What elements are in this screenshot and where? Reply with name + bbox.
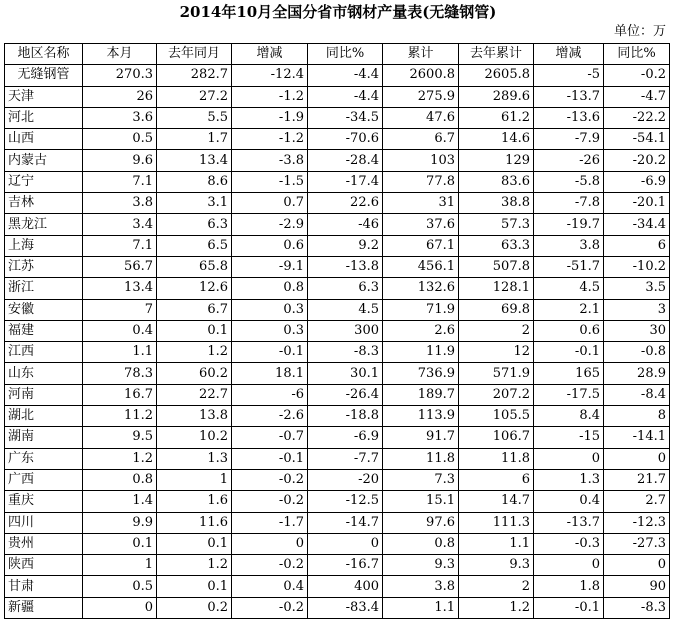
table-row (5, 406, 670, 427)
value-cell: 0 (534, 555, 604, 576)
value-cell: 1.4 (83, 491, 157, 512)
value-cell: 0.1 (83, 533, 157, 554)
table-body (5, 65, 670, 619)
region-name-cell: 四川 (5, 512, 83, 533)
value-cell: 0.4 (232, 576, 308, 597)
value-cell: -54.1 (604, 129, 670, 150)
unit-label: 单位：万 (613, 24, 666, 39)
value-cell: 9.3 (459, 555, 534, 576)
value-cell: 11.9 (383, 342, 459, 363)
value-cell: -1.2 (232, 86, 308, 107)
value-cell: 9.9 (83, 512, 157, 533)
region-name-cell: 黑龙江 (5, 214, 83, 235)
value-cell: 30.1 (308, 363, 383, 384)
value-cell: 14.7 (459, 491, 534, 512)
value-cell: 97.6 (383, 512, 459, 533)
value-cell: 1.2 (157, 342, 232, 363)
value-cell: 11.8 (459, 448, 534, 469)
value-cell: 6.3 (308, 278, 383, 299)
table-row (5, 129, 670, 150)
value-cell: 6 (459, 469, 534, 490)
value-cell: 6.7 (383, 129, 459, 150)
value-cell: -14.1 (604, 427, 670, 448)
column-header: 累计 (383, 44, 459, 65)
table-row (5, 427, 670, 448)
value-cell: -0.1 (232, 342, 308, 363)
value-cell: 22.6 (308, 193, 383, 214)
value-cell: 1.8 (534, 576, 604, 597)
value-cell: 165 (534, 363, 604, 384)
value-cell: 0.1 (157, 576, 232, 597)
value-cell: -6.9 (604, 171, 670, 192)
value-cell: -7.8 (534, 193, 604, 214)
value-cell: -0.2 (232, 555, 308, 576)
value-cell: 0.5 (83, 576, 157, 597)
table-row (5, 342, 670, 363)
value-cell: 1 (157, 469, 232, 490)
value-cell: 14.6 (459, 129, 534, 150)
value-cell: 1.2 (459, 597, 534, 618)
value-cell: 0 (534, 448, 604, 469)
region-name-cell: 湖南 (5, 427, 83, 448)
value-cell: 8 (604, 406, 670, 427)
value-cell: 0 (308, 533, 383, 554)
region-name-cell: 山东 (5, 363, 83, 384)
value-cell: -6 (232, 384, 308, 405)
value-cell: 456.1 (383, 256, 459, 277)
value-cell: -12.3 (604, 512, 670, 533)
value-cell: 270.3 (83, 65, 157, 86)
table-row (5, 65, 670, 86)
value-cell: 91.7 (383, 427, 459, 448)
column-header: 同比% (604, 44, 670, 65)
value-cell: 18.1 (232, 363, 308, 384)
value-cell: 7.1 (83, 171, 157, 192)
value-cell: -0.1 (534, 342, 604, 363)
value-cell: 1.1 (83, 342, 157, 363)
region-name-cell: 内蒙古 (5, 150, 83, 171)
value-cell: 9.6 (83, 150, 157, 171)
value-cell: -22.2 (604, 107, 670, 128)
value-cell: -0.2 (232, 597, 308, 618)
value-cell: 0.6 (534, 320, 604, 341)
value-cell: 106.7 (459, 427, 534, 448)
value-cell: -5.8 (534, 171, 604, 192)
table-row (5, 193, 670, 214)
value-cell: 300 (308, 320, 383, 341)
value-cell: -0.2 (232, 491, 308, 512)
value-cell: 0 (604, 555, 670, 576)
value-cell: 8.6 (157, 171, 232, 192)
region-name-cell: 贵州 (5, 533, 83, 554)
value-cell: 57.3 (459, 214, 534, 235)
value-cell: 11.6 (157, 512, 232, 533)
value-cell: 7 (83, 299, 157, 320)
value-cell: 27.2 (157, 86, 232, 107)
value-cell: 63.3 (459, 235, 534, 256)
value-cell: -8.3 (604, 597, 670, 618)
value-cell: 6.7 (157, 299, 232, 320)
value-cell: 3.5 (604, 278, 670, 299)
value-cell: 56.7 (83, 256, 157, 277)
value-cell: -20.2 (604, 150, 670, 171)
value-cell: 31 (383, 193, 459, 214)
value-cell: 189.7 (383, 384, 459, 405)
value-cell: 1.1 (383, 597, 459, 618)
value-cell: 736.9 (383, 363, 459, 384)
value-cell: 6 (604, 235, 670, 256)
region-name-cell: 安徽 (5, 299, 83, 320)
value-cell: 12 (459, 342, 534, 363)
region-name-cell: 吉林 (5, 193, 83, 214)
region-name-cell: 辽宁 (5, 171, 83, 192)
column-header: 本月 (83, 44, 157, 65)
value-cell: -70.6 (308, 129, 383, 150)
value-cell: 90 (604, 576, 670, 597)
value-cell: -1.5 (232, 171, 308, 192)
region-name-cell: 上海 (5, 235, 83, 256)
value-cell: 9.3 (383, 555, 459, 576)
value-cell: -8.4 (604, 384, 670, 405)
value-cell: 15.1 (383, 491, 459, 512)
value-cell: -46 (308, 214, 383, 235)
value-cell: 0.6 (232, 235, 308, 256)
table-row (5, 363, 670, 384)
value-cell: 78.3 (83, 363, 157, 384)
value-cell: 2605.8 (459, 65, 534, 86)
region-name-cell: 江苏 (5, 256, 83, 277)
value-cell: 0.2 (157, 597, 232, 618)
value-cell: -1.2 (232, 129, 308, 150)
value-cell: -7.7 (308, 448, 383, 469)
value-cell: 5.5 (157, 107, 232, 128)
value-cell: -1.7 (232, 512, 308, 533)
value-cell: -4.7 (604, 86, 670, 107)
table-row (5, 107, 670, 128)
value-cell: 9.5 (83, 427, 157, 448)
value-cell: -1.9 (232, 107, 308, 128)
value-cell: 282.7 (157, 65, 232, 86)
column-header: 同比% (308, 44, 383, 65)
value-cell: -20 (308, 469, 383, 490)
value-cell: 113.9 (383, 406, 459, 427)
value-cell: 132.6 (383, 278, 459, 299)
value-cell: 4.5 (308, 299, 383, 320)
region-name-cell: 天津 (5, 86, 83, 107)
region-name-cell: 无缝钢管 (5, 65, 83, 86)
value-cell: 0.7 (232, 193, 308, 214)
value-cell: -2.6 (232, 406, 308, 427)
value-cell: 0.4 (534, 491, 604, 512)
region-name-cell: 新疆 (5, 597, 83, 618)
value-cell: 60.2 (157, 363, 232, 384)
table-row (5, 512, 670, 533)
value-cell: -12.4 (232, 65, 308, 86)
value-cell: 37.6 (383, 214, 459, 235)
value-cell: 0.3 (232, 320, 308, 341)
table-row (5, 278, 670, 299)
column-header: 地区名称 (5, 44, 83, 65)
value-cell: -7.9 (534, 129, 604, 150)
value-cell: 400 (308, 576, 383, 597)
value-cell: 65.8 (157, 256, 232, 277)
value-cell: -0.2 (604, 65, 670, 86)
value-cell: 2.7 (604, 491, 670, 512)
table-row (5, 491, 670, 512)
value-cell: 6.3 (157, 214, 232, 235)
value-cell: 38.8 (459, 193, 534, 214)
value-cell: 12.6 (157, 278, 232, 299)
value-cell: 11.8 (383, 448, 459, 469)
value-cell: -0.2 (232, 469, 308, 490)
table-row (5, 299, 670, 320)
value-cell: -4.4 (308, 65, 383, 86)
value-cell: -27.3 (604, 533, 670, 554)
region-name-cell: 陕西 (5, 555, 83, 576)
value-cell: 507.8 (459, 256, 534, 277)
column-header: 去年累计 (459, 44, 534, 65)
value-cell: 47.6 (383, 107, 459, 128)
table-row (5, 469, 670, 490)
value-cell: 13.4 (83, 278, 157, 299)
value-cell: 0 (604, 448, 670, 469)
value-cell: 2.6 (383, 320, 459, 341)
value-cell: -17.4 (308, 171, 383, 192)
value-cell: 13.4 (157, 150, 232, 171)
region-name-cell: 浙江 (5, 278, 83, 299)
value-cell: 0.8 (83, 469, 157, 490)
table-row (5, 533, 670, 554)
table-row (5, 576, 670, 597)
value-cell: 9.2 (308, 235, 383, 256)
value-cell: 30 (604, 320, 670, 341)
value-cell: 26 (83, 86, 157, 107)
value-cell: 2.1 (534, 299, 604, 320)
table-row (5, 214, 670, 235)
value-cell: 128.1 (459, 278, 534, 299)
value-cell: -8.3 (308, 342, 383, 363)
value-cell: 6.5 (157, 235, 232, 256)
region-name-cell: 河南 (5, 384, 83, 405)
table-row (5, 86, 670, 107)
header-row (5, 44, 670, 65)
value-cell: -13.6 (534, 107, 604, 128)
value-cell: -3.8 (232, 150, 308, 171)
region-name-cell: 广东 (5, 448, 83, 469)
value-cell: -9.1 (232, 256, 308, 277)
value-cell: -14.7 (308, 512, 383, 533)
value-cell: 28.9 (604, 363, 670, 384)
value-cell: 11.2 (83, 406, 157, 427)
region-name-cell: 湖北 (5, 406, 83, 427)
value-cell: 67.1 (383, 235, 459, 256)
value-cell: 103 (383, 150, 459, 171)
value-cell: -28.4 (308, 150, 383, 171)
value-cell: -0.1 (534, 597, 604, 618)
value-cell: 571.9 (459, 363, 534, 384)
value-cell: 0.4 (83, 320, 157, 341)
value-cell: 1.1 (459, 533, 534, 554)
value-cell: 1.6 (157, 491, 232, 512)
value-cell: 3 (604, 299, 670, 320)
table-row (5, 320, 670, 341)
value-cell: -17.5 (534, 384, 604, 405)
value-cell: -0.8 (604, 342, 670, 363)
value-cell: 129 (459, 150, 534, 171)
value-cell: -6.9 (308, 427, 383, 448)
value-cell: 7.3 (383, 469, 459, 490)
region-name-cell: 河北 (5, 107, 83, 128)
value-cell: 3.8 (83, 193, 157, 214)
region-name-cell: 重庆 (5, 491, 83, 512)
value-cell: 0.3 (232, 299, 308, 320)
table-row (5, 384, 670, 405)
value-cell: -19.7 (534, 214, 604, 235)
value-cell: 77.8 (383, 171, 459, 192)
value-cell: 1.2 (83, 448, 157, 469)
value-cell: -16.7 (308, 555, 383, 576)
value-cell: 207.2 (459, 384, 534, 405)
value-cell: 0.8 (383, 533, 459, 554)
value-cell: -0.7 (232, 427, 308, 448)
value-cell: -26.4 (308, 384, 383, 405)
value-cell: 1.3 (534, 469, 604, 490)
value-cell: 13.8 (157, 406, 232, 427)
value-cell: -0.1 (232, 448, 308, 469)
value-cell: -0.3 (534, 533, 604, 554)
value-cell: 71.9 (383, 299, 459, 320)
table-row (5, 448, 670, 469)
value-cell: -10.2 (604, 256, 670, 277)
page-title: 2014年10月全国分省市钢材产量表(无缝钢管) (179, 3, 497, 21)
production-table (4, 43, 670, 619)
region-name-cell: 甘肃 (5, 576, 83, 597)
value-cell: 289.6 (459, 86, 534, 107)
value-cell: 3.8 (383, 576, 459, 597)
value-cell: 1.7 (157, 129, 232, 150)
table-row (5, 235, 670, 256)
value-cell: -26 (534, 150, 604, 171)
value-cell: 8.4 (534, 406, 604, 427)
value-cell: 21.7 (604, 469, 670, 490)
value-cell: 0.8 (232, 278, 308, 299)
column-header: 去年同月 (157, 44, 232, 65)
value-cell: -15 (534, 427, 604, 448)
region-name-cell: 山西 (5, 129, 83, 150)
value-cell: 3.6 (83, 107, 157, 128)
value-cell: 4.5 (534, 278, 604, 299)
value-cell: 0 (232, 533, 308, 554)
value-cell: 61.2 (459, 107, 534, 128)
value-cell: 0.1 (157, 533, 232, 554)
table-row (5, 597, 670, 618)
value-cell: 1 (83, 555, 157, 576)
value-cell: 275.9 (383, 86, 459, 107)
value-cell: 10.2 (157, 427, 232, 448)
value-cell: 22.7 (157, 384, 232, 405)
value-cell: 2600.8 (383, 65, 459, 86)
table-row (5, 256, 670, 277)
value-cell: -20.1 (604, 193, 670, 214)
value-cell: -34.4 (604, 214, 670, 235)
value-cell: 1.3 (157, 448, 232, 469)
value-cell: 1.2 (157, 555, 232, 576)
value-cell: 0 (83, 597, 157, 618)
value-cell: 111.3 (459, 512, 534, 533)
value-cell: 3.1 (157, 193, 232, 214)
value-cell: -51.7 (534, 256, 604, 277)
value-cell: 16.7 (83, 384, 157, 405)
column-header: 增减 (534, 44, 604, 65)
value-cell: 7.1 (83, 235, 157, 256)
table-row (5, 150, 670, 171)
value-cell: -2.9 (232, 214, 308, 235)
region-name-cell: 江西 (5, 342, 83, 363)
value-cell: -5 (534, 65, 604, 86)
table-row (5, 555, 670, 576)
value-cell: 69.8 (459, 299, 534, 320)
value-cell: -34.5 (308, 107, 383, 128)
value-cell: -4.4 (308, 86, 383, 107)
value-cell: -83.4 (308, 597, 383, 618)
region-name-cell: 福建 (5, 320, 83, 341)
value-cell: -18.8 (308, 406, 383, 427)
value-cell: 83.6 (459, 171, 534, 192)
value-cell: 2 (459, 576, 534, 597)
column-header: 增减 (232, 44, 308, 65)
value-cell: -13.7 (534, 512, 604, 533)
value-cell: -13.8 (308, 256, 383, 277)
value-cell: 3.8 (534, 235, 604, 256)
value-cell: -13.7 (534, 86, 604, 107)
value-cell: 0.1 (157, 320, 232, 341)
value-cell: -12.5 (308, 491, 383, 512)
value-cell: 2 (459, 320, 534, 341)
region-name-cell: 广西 (5, 469, 83, 490)
table-row (5, 171, 670, 192)
value-cell: 3.4 (83, 214, 157, 235)
value-cell: 0.5 (83, 129, 157, 150)
value-cell: 105.5 (459, 406, 534, 427)
